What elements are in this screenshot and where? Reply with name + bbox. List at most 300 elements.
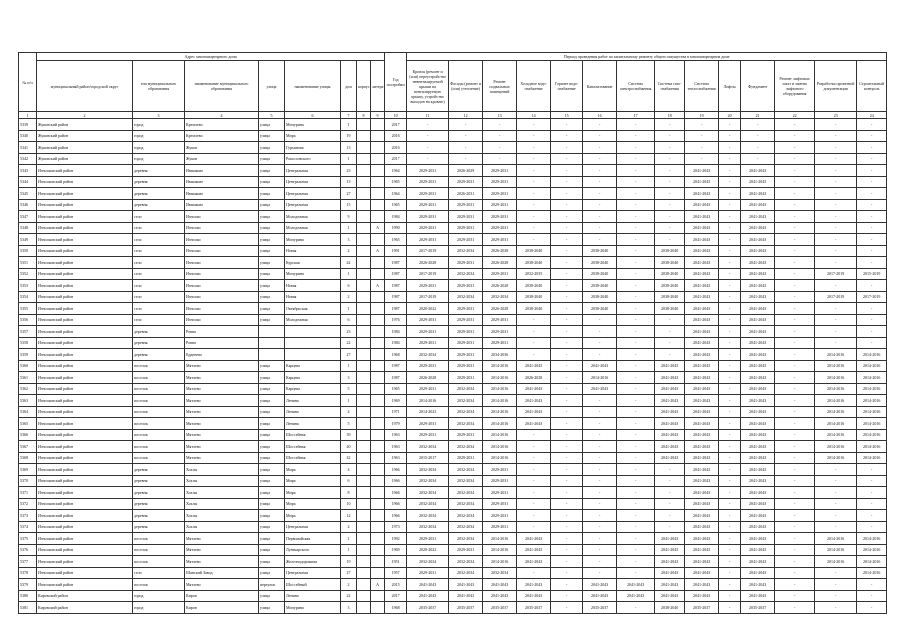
- table-cell: Ленина: [285, 418, 341, 430]
- table-cell: Железнодорожная: [285, 556, 341, 568]
- table-cell: [371, 303, 385, 315]
- table-cell: 19: [341, 130, 357, 142]
- table-cell: 2014-2016: [857, 383, 887, 395]
- table-cell: 1987: [385, 280, 407, 292]
- table-cell: 1968: [385, 602, 407, 614]
- table-cell: 2014-2016: [483, 441, 517, 453]
- table-cell: 5369: [19, 464, 37, 476]
- table-cell: улица: [259, 211, 285, 223]
- table-cell: Износковский район: [37, 199, 133, 211]
- table-cell: -: [775, 257, 815, 269]
- table-cell: 2041-2043: [685, 452, 719, 464]
- table-cell: -: [551, 498, 583, 510]
- table-cell: улица: [259, 464, 285, 476]
- table-cell: [371, 291, 385, 303]
- table-cell: -: [857, 188, 887, 200]
- column-number: 8: [357, 112, 371, 119]
- table-cell: 2041-2043: [449, 590, 483, 602]
- table-cell: улица: [259, 383, 285, 395]
- table-cell: Ровна: [185, 326, 259, 338]
- table-cell: 5352: [19, 268, 37, 280]
- table-cell: 2038-2040: [655, 280, 685, 292]
- table-cell: -: [815, 498, 857, 510]
- table-cell: [357, 487, 371, 499]
- table-cell: Износковский район: [37, 280, 133, 292]
- table-cell: [371, 533, 385, 545]
- table-cell: 2041-2043: [741, 199, 775, 211]
- table-row: [19, 487, 887, 499]
- table-cell: [371, 199, 385, 211]
- table-cell: 2014-2016: [483, 360, 517, 372]
- table-cell: 1: [341, 268, 357, 280]
- table-cell: [259, 337, 285, 349]
- table-cell: 2020-2022: [407, 544, 449, 556]
- table-cell: 23: [341, 165, 357, 177]
- table-cell: 2014-2016: [815, 429, 857, 441]
- table-cell: -: [815, 487, 857, 499]
- table-cell: [259, 326, 285, 338]
- table-cell: -: [719, 602, 741, 614]
- table-cell: 2041-2043: [741, 510, 775, 522]
- table-cell: 2016: [385, 142, 407, 154]
- table-cell: -: [551, 383, 583, 395]
- table-cell: 2041-2043: [655, 556, 685, 568]
- table-cell: [371, 567, 385, 579]
- table-cell: -: [815, 602, 857, 614]
- header-cell: корпус: [357, 61, 371, 112]
- table-cell: -: [551, 544, 583, 556]
- table-cell: -: [719, 245, 741, 257]
- table-cell: 2038-2040: [583, 303, 617, 315]
- table-cell: Гурьянова: [285, 142, 341, 154]
- table-cell: -: [517, 429, 551, 441]
- table-cell: 2041-2043: [741, 464, 775, 476]
- table-cell: [357, 303, 371, 315]
- table-cell: улица: [259, 222, 285, 234]
- header-cell: наименование улицы: [285, 61, 341, 112]
- table-cell: 2038-2040: [517, 245, 551, 257]
- table-cell: -: [857, 257, 887, 269]
- table-cell: 2041-2043: [685, 475, 719, 487]
- table-cell: Износковский район: [37, 533, 133, 545]
- table-cell: -: [551, 326, 583, 338]
- table-cell: -: [775, 280, 815, 292]
- table-cell: 2014-2016: [815, 372, 857, 384]
- column-number: 15: [551, 112, 583, 119]
- table-cell: 5: [341, 383, 357, 395]
- table-cell: -: [815, 280, 857, 292]
- table-cell: [357, 326, 371, 338]
- table-cell: Октябрьская: [285, 303, 341, 315]
- table-cell: Центральная: [285, 176, 341, 188]
- table-cell: 2041-2043: [655, 360, 685, 372]
- table-cell: 5374: [19, 521, 37, 533]
- table-cell: [357, 372, 371, 384]
- table-cell: 2029-2031: [483, 234, 517, 246]
- table-cell: Мятлево: [185, 406, 259, 418]
- table-cell: -: [617, 521, 655, 533]
- table-cell: -: [719, 429, 741, 441]
- table-cell: село: [133, 303, 185, 315]
- table-cell: 2026-2029: [449, 165, 483, 177]
- table-cell: Износковский район: [37, 337, 133, 349]
- table-cell: -: [551, 441, 583, 453]
- table-cell: 2041-2043: [685, 567, 719, 579]
- header-cell: Система газо-снабжения: [655, 61, 685, 112]
- table-cell: -: [617, 372, 655, 384]
- group-header-period: Период проведения работ по капитальному ремонту общего имущества в многоквартирном доме: [407, 53, 887, 61]
- table-cell: 2017-2019: [815, 291, 857, 303]
- table-cell: 5348: [19, 222, 37, 234]
- table-cell: Износковский район: [37, 372, 133, 384]
- table-cell: -: [815, 222, 857, 234]
- table-cell: 2032-2034: [449, 383, 483, 395]
- table-cell: [371, 452, 385, 464]
- table-cell: Шанский Завод: [185, 567, 259, 579]
- table-cell: -: [617, 475, 655, 487]
- table-cell: 2041-2043: [685, 498, 719, 510]
- table-cell: 2029-2031: [407, 314, 449, 326]
- table-cell: [357, 567, 371, 579]
- table-cell: 2041-2043: [685, 464, 719, 476]
- table-cell: -: [775, 475, 815, 487]
- group-header-address: Адрес многоквартирного дома: [37, 53, 385, 61]
- table-cell: 5363: [19, 395, 37, 407]
- table-cell: Жуков: [185, 142, 259, 154]
- table-cell: Износки: [185, 222, 259, 234]
- table-cell: -: [775, 142, 815, 154]
- table-cell: Молодежная: [285, 222, 341, 234]
- table-cell: 5359: [19, 349, 37, 361]
- table-cell: -: [775, 383, 815, 395]
- table-cell: -: [551, 406, 583, 418]
- table-cell: 5353: [19, 280, 37, 292]
- table-cell: -: [551, 130, 583, 142]
- table-cell: 1979: [385, 418, 407, 430]
- table-cell: 1966: [385, 464, 407, 476]
- table-cell: Износковский район: [37, 234, 133, 246]
- table-cell: 2032-2034: [407, 441, 449, 453]
- table-cell: Износковский район: [37, 326, 133, 338]
- table-cell: -: [857, 222, 887, 234]
- table-cell: -: [449, 130, 483, 142]
- table-cell: 2014-2016: [815, 349, 857, 361]
- table-cell: 5357: [19, 326, 37, 338]
- table-cell: -: [617, 487, 655, 499]
- table-cell: 5364: [19, 406, 37, 418]
- table-cell: 2: [341, 521, 357, 533]
- table-cell: -: [719, 406, 741, 418]
- table-cell: -: [583, 406, 617, 418]
- header-cell: Холодное водо-снабжение: [517, 61, 551, 112]
- table-cell: 2029-2031: [407, 326, 449, 338]
- table-cell: Карцева: [285, 372, 341, 384]
- table-cell: -: [775, 498, 815, 510]
- table-cell: -: [775, 337, 815, 349]
- table-cell: -: [857, 280, 887, 292]
- table-cell: село: [133, 222, 185, 234]
- table-row: [19, 406, 887, 418]
- table-cell: -: [775, 372, 815, 384]
- table-cell: 2029-2031: [407, 383, 449, 395]
- table-cell: улица: [259, 360, 285, 372]
- table-cell: 5367: [19, 441, 37, 453]
- table-cell: 2014-2016: [483, 452, 517, 464]
- table-cell: Хохлы: [185, 475, 259, 487]
- table-row: [19, 245, 887, 257]
- table-cell: -: [517, 452, 551, 464]
- table-cell: 2041-2043: [685, 211, 719, 223]
- table-cell: 2014-2016: [815, 533, 857, 545]
- table-cell: 2041-2043: [741, 165, 775, 177]
- table-cell: 2014-2016: [857, 556, 887, 568]
- table-cell: переулок: [259, 579, 285, 591]
- table-cell: -: [719, 280, 741, 292]
- column-number: 6: [285, 112, 341, 119]
- table-cell: -: [551, 533, 583, 545]
- table-cell: -: [449, 153, 483, 165]
- table-cell: 2041-2043: [741, 314, 775, 326]
- table-cell: -: [857, 211, 887, 223]
- table-cell: Износковский район: [37, 176, 133, 188]
- table-cell: -: [857, 142, 887, 154]
- table-cell: 2029-2031: [449, 349, 483, 361]
- table-cell: 2041-2043: [685, 579, 719, 591]
- table-cell: -: [775, 119, 815, 131]
- table-cell: 2014-2016: [857, 360, 887, 372]
- table-cell: Киров: [185, 602, 259, 614]
- table-cell: -: [551, 510, 583, 522]
- table-cell: Киров: [185, 590, 259, 602]
- table-cell: 2041-2043: [741, 395, 775, 407]
- table-cell: Износковский район: [37, 544, 133, 556]
- table-cell: [357, 188, 371, 200]
- table-cell: [371, 142, 385, 154]
- table-cell: [371, 360, 385, 372]
- table-cell: 2032-2034: [449, 521, 483, 533]
- table-cell: 2029-2031: [483, 165, 517, 177]
- table-cell: Износковский район: [37, 579, 133, 591]
- table-cell: Мятлево: [185, 544, 259, 556]
- table-cell: -: [655, 314, 685, 326]
- table-cell: 2029-2031: [449, 372, 483, 384]
- table-cell: 13: [341, 142, 357, 154]
- table-cell: -: [449, 119, 483, 131]
- table-cell: -: [551, 142, 583, 154]
- table-cell: поселок: [133, 533, 185, 545]
- table-cell: [371, 176, 385, 188]
- table-cell: 2041-2043: [685, 326, 719, 338]
- table-cell: 2029-2031: [449, 360, 483, 372]
- table-cell: -: [583, 510, 617, 522]
- table-cell: -: [617, 349, 655, 361]
- table-row: [19, 395, 887, 407]
- table-cell: -: [775, 395, 815, 407]
- table-cell: -: [517, 234, 551, 246]
- table-cell: -: [815, 510, 857, 522]
- table-cell: -: [719, 349, 741, 361]
- table-cell: 2029-2031: [407, 337, 449, 349]
- table-cell: -: [775, 291, 815, 303]
- table-cell: -: [517, 510, 551, 522]
- table-cell: 2041-2043: [583, 360, 617, 372]
- table-cell: 2041-2043: [685, 429, 719, 441]
- table-cell: -: [775, 521, 815, 533]
- table-cell: 2035-2037: [583, 602, 617, 614]
- table-cell: -: [719, 498, 741, 510]
- table-cell: Ивашково: [185, 176, 259, 188]
- table-cell: [371, 464, 385, 476]
- table-cell: улица: [259, 199, 285, 211]
- table-cell: 5379: [19, 579, 37, 591]
- table-cell: Износки: [185, 268, 259, 280]
- table-cell: 2014-2016: [857, 533, 887, 545]
- table-cell: 2041-2043: [741, 498, 775, 510]
- table-cell: -: [517, 521, 551, 533]
- table-cell: [371, 521, 385, 533]
- table-cell: 1971: [385, 406, 407, 418]
- table-cell: 2041-2043: [741, 544, 775, 556]
- table-cell: -: [815, 326, 857, 338]
- table-cell: 5347: [19, 211, 37, 223]
- table-cell: Мятлево: [185, 383, 259, 395]
- table-cell: -: [617, 337, 655, 349]
- table-cell: Молодежная: [285, 314, 341, 326]
- table-cell: -: [483, 142, 517, 154]
- table-cell: [371, 153, 385, 165]
- table-cell: 2038-2040: [655, 268, 685, 280]
- table-cell: -: [655, 165, 685, 177]
- table-cell: -: [719, 544, 741, 556]
- table-cell: -: [775, 602, 815, 614]
- table-row: [19, 199, 887, 211]
- table-cell: 1987: [385, 360, 407, 372]
- table-cell: -: [655, 326, 685, 338]
- table-cell: 1966: [385, 510, 407, 522]
- table-cell: 2035-2037: [685, 602, 719, 614]
- table-cell: 5360: [19, 360, 37, 372]
- table-cell: 2029-2031: [407, 176, 449, 188]
- table-cell: 1951: [385, 556, 407, 568]
- table-cell: -: [815, 176, 857, 188]
- table-cell: 2032-2034: [483, 291, 517, 303]
- table-row: [19, 119, 887, 131]
- header-cell: Фасады (ремонт и (или) утепление): [449, 61, 483, 112]
- table-cell: улица: [259, 395, 285, 407]
- table-row: [19, 521, 887, 533]
- table-cell: -: [775, 556, 815, 568]
- table-cell: 2014-2016: [583, 372, 617, 384]
- table-cell: -: [551, 556, 583, 568]
- table-cell: -: [857, 464, 887, 476]
- table-cell: 1987: [385, 268, 407, 280]
- table-cell: Жуковский район: [37, 142, 133, 154]
- table-cell: -: [685, 153, 719, 165]
- table-cell: -: [517, 475, 551, 487]
- table-cell: 2041-2043: [741, 429, 775, 441]
- table-cell: 2029-2031: [449, 257, 483, 269]
- table-cell: -: [655, 487, 685, 499]
- table-cell: 27: [341, 188, 357, 200]
- table-cell: 2041-2043: [655, 567, 685, 579]
- table-cell: -: [857, 245, 887, 257]
- table-cell: Износковский район: [37, 257, 133, 269]
- table-cell: 1964: [385, 188, 407, 200]
- table-cell: -: [655, 211, 685, 223]
- table-cell: 2041-2043: [517, 533, 551, 545]
- table-cell: 2032-2034: [449, 510, 483, 522]
- table-cell: 2014-2016: [857, 429, 887, 441]
- table-cell: -: [551, 188, 583, 200]
- table-cell: 2032-2034: [483, 567, 517, 579]
- table-cell: -: [483, 153, 517, 165]
- table-cell: 2038-2040: [655, 291, 685, 303]
- table-cell: 2041-2043: [655, 418, 685, 430]
- table-cell: 2026-2028: [483, 303, 517, 315]
- table-cell: 2: [341, 245, 357, 257]
- table-cell: 2041-2043: [685, 533, 719, 545]
- header-cell: Горячее водо-снабжение: [551, 61, 583, 112]
- table-cell: -: [551, 487, 583, 499]
- table-cell: Износковский район: [37, 567, 133, 579]
- table-cell: Мичурина: [285, 268, 341, 280]
- table-cell: -: [617, 176, 655, 188]
- table-cell: -: [551, 280, 583, 292]
- table-cell: Мятлево: [185, 441, 259, 453]
- table-cell: Центральная: [285, 188, 341, 200]
- table-cell: 5350: [19, 245, 37, 257]
- table-cell: -: [551, 199, 583, 211]
- table-cell: 6: [341, 280, 357, 292]
- table-cell: поселок: [133, 395, 185, 407]
- table-cell: -: [857, 487, 887, 499]
- table-row: [19, 303, 887, 315]
- table-row: [19, 268, 887, 280]
- table-cell: 2014-2016: [857, 567, 887, 579]
- table-cell: -: [857, 602, 887, 614]
- table-cell: улица: [259, 406, 285, 418]
- table-cell: Мира: [285, 510, 341, 522]
- column-number: 13: [483, 112, 517, 119]
- table-cell: 2014-2016: [483, 372, 517, 384]
- table-cell: -: [655, 153, 685, 165]
- table-cell: Центральная: [285, 521, 341, 533]
- table-cell: 2041-2043: [517, 418, 551, 430]
- table-cell: улица: [259, 567, 285, 579]
- table-cell: 1991: [385, 245, 407, 257]
- table-cell: 3: [341, 234, 357, 246]
- table-cell: 2038-2040: [583, 280, 617, 292]
- table-cell: -: [617, 533, 655, 545]
- table-cell: 2017-2019: [407, 291, 449, 303]
- table-cell: 2014-2016: [857, 452, 887, 464]
- table-cell: 1: [341, 544, 357, 556]
- table-cell: 2014-2016: [483, 418, 517, 430]
- table-cell: улица: [259, 418, 285, 430]
- table-cell: Хохлы: [185, 521, 259, 533]
- table-cell: 22: [341, 337, 357, 349]
- table-cell: -: [775, 590, 815, 602]
- table-cell: 5377: [19, 556, 37, 568]
- table-cell: 2041-2043: [655, 533, 685, 545]
- table-cell: -: [583, 475, 617, 487]
- table-cell: [371, 337, 385, 349]
- table-cell: -: [775, 510, 815, 522]
- table-cell: -: [551, 176, 583, 188]
- table-row: [19, 280, 887, 292]
- table-cell: -: [815, 211, 857, 223]
- table-cell: -: [815, 567, 857, 579]
